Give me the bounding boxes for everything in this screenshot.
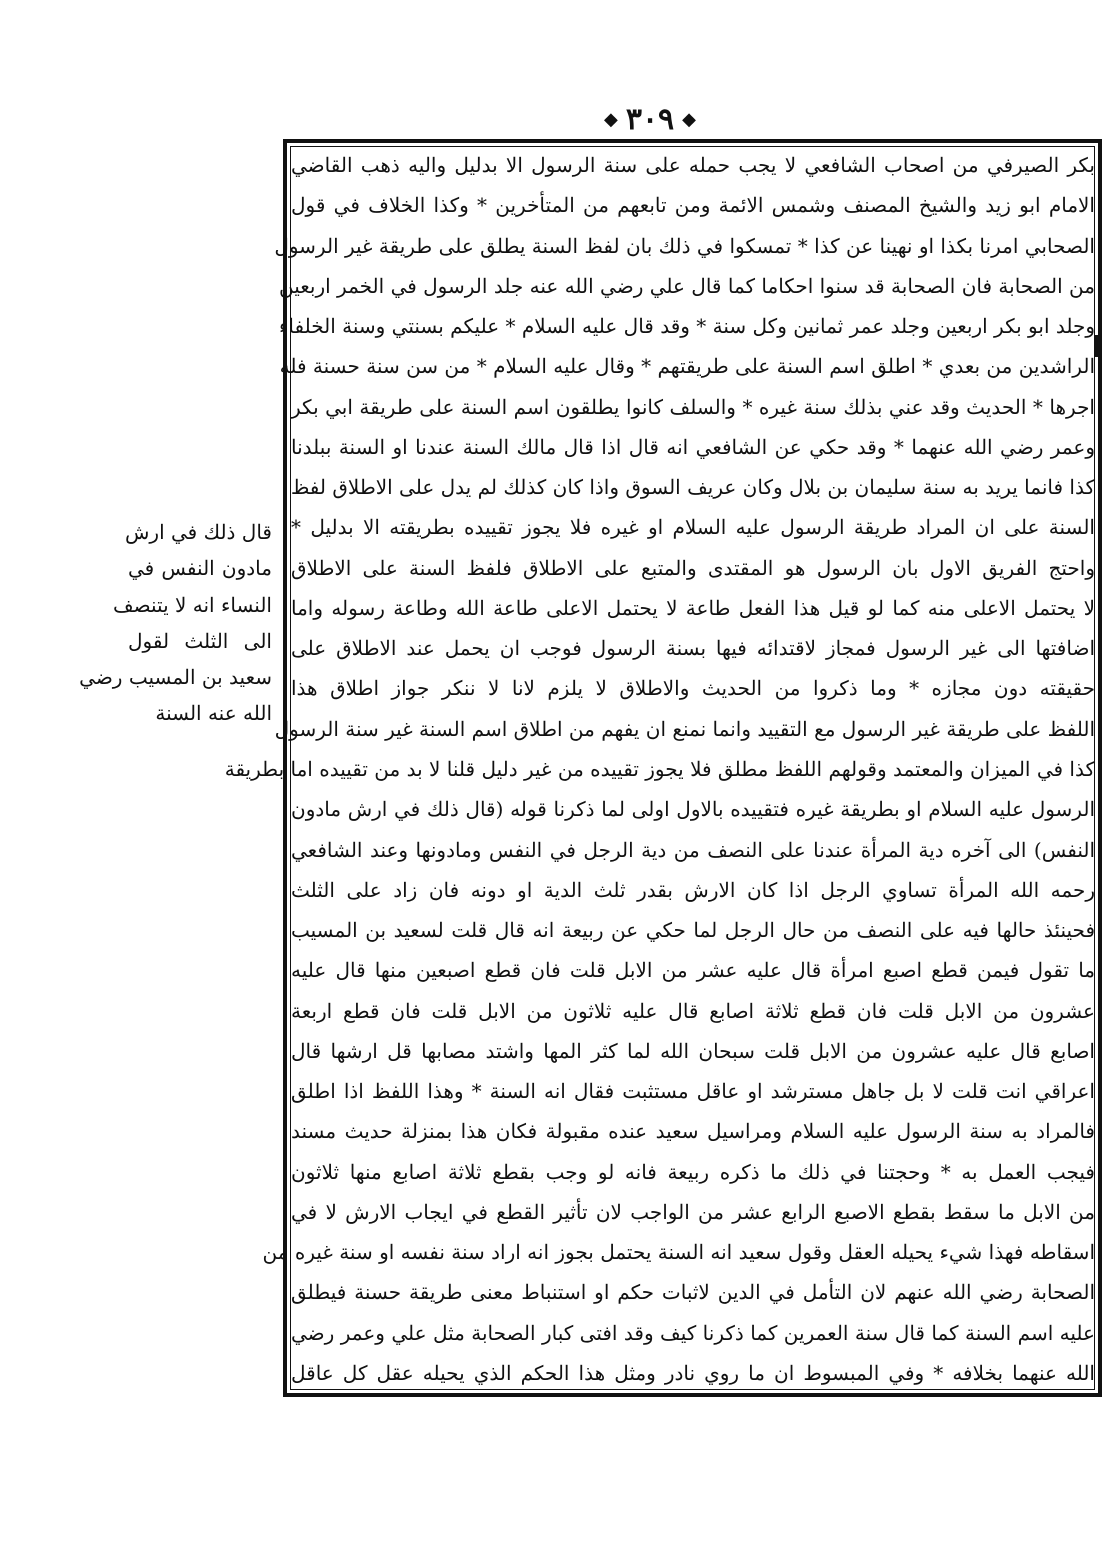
text-line: لا يحتمل الاعلى منه كما لو قيل هذا الفعل طاعة لا يحتمل الاعلى طاعة الله وطاعة رسوله واما [291,595,1095,620]
page-number-value: ۳۰۹ [625,102,675,137]
text-line: السنة على ان المراد طريقة الرسول عليه السلام او غيره فلا يجوز تقييده بطريقته الا بدليل * [291,515,1095,540]
margin-note [79,514,272,732]
main-text [224,150,1095,1388]
text-line: فيجب العمل به * وحجتنا في ذلك ما ذكره ربيعة فانه لو وجب بقطع ثلاثة اصابع منها ثلاثون [291,1159,1095,1184]
text-line: ما تقول فيمن قطع اصبع امرأة قال عليه عشر من الابل قلت فان قطع اصبعين منها قال عليه [291,958,1095,983]
text-line: حقيقته دون مجازه * وما ذكروا من الحديث والاطلاق لا يلزم لانا لا ننكر جواز اطلاق هذا [291,676,1095,701]
text-line: اصابع قال عليه عشرون من الابل قلت سبحان الله لما كثر المها واشتد مصابها قل ارشها قال [291,1038,1095,1063]
text-line: النفس) الى آخره دية المرأة عندنا على النصف من دية الرجل في النفس ومادونها وعند الشافعي [291,837,1095,862]
page-number [585,100,715,140]
text-line: الرسول عليه السلام او بطريقة غيره فتقييده بالاول اولى لما ذكرنا قوله (قال ذلك في ارش مادون [291,797,1095,822]
text-line: الامام ابو زيد والشيخ المصنف وشمس الائمة ومن تابعهم من المتأخرين * وكذا الخلاف في قول [291,193,1095,218]
text-line: من الصحابة فان الصحابة قد سنوا احكاما كما قال علي رضي الله عنه جلد الرسول في الخمر اربعين [279,273,1095,298]
text-line: وجلد ابو بكر اربعين وجلد عمر ثمانين وكل سنة * وقد قال عليه السلام * عليكم بسنتي وسنة الخلفاء [278,314,1095,339]
margin-note-line: الله عنه السنة [155,701,272,726]
margin-note-line: مادون النفس في [128,556,272,581]
text-line: اضافتها الى غير الرسول فمجاز لاقتدائه فيها بسنة الرسول فوجب ان يحمل عند الاطلاق على [291,636,1095,661]
text-line: اعراقي انت قلت لا بل جاهل مسترشد او عاقل مستثبت فقال انه السنة * وهذا اللفظ اذا اطلق [291,1079,1095,1104]
text-line: كذا في الميزان والمعتمد وقولهم اللفظ مطلق فلا يجوز تقييده من غير دليل قلنا لا بد من تقييده اما بطريقة [224,756,1095,781]
text-line: اللفظ على طريقة غير الرسول مع التقييد وانما نمنع ان يفهم من اطلاق اسم السنة غير سنة الرسول [274,716,1095,741]
text-line: فحينئذ حالها فيه على النصف من حال الرجل لما حكي عن ربيعة انه قال قلت لسعيد بن المسيب [291,918,1095,943]
text-line: الصحابة رضي الله عنهم لان التأمل في الدين لاثبات حكم او استنباط معنى طريقة حسنة فيطلق [291,1280,1095,1305]
text-line: الراشدين من بعدي * اطلق اسم السنة على طريقتهم * وقال عليه السلام * من سن سنة حسنة فله [279,354,1095,379]
text-line: الله عنهما بخلافه * وفي المبسوط ان ما روي نادر ومثل هذا الحكم الذي يحيله عقل كل عاقل [291,1360,1095,1385]
margin-note-line: سعيد بن المسيب رضي [79,665,272,690]
gutter-mark [1095,335,1098,357]
text-line: كذا فانما يريد به سنة سليمان بن بلال وكان عريف السوق واذا كان كذلك لم يدل على الاطلاق لفظ [290,475,1095,500]
text-line: عشرون من الابل قلت فان قطع ثلاثة اصابع قال عليه ثلاثون من الابل قلت فان قطع اربعة [291,998,1095,1023]
text-line: عليه اسم السنة كما قال سنة العمرين كما ذكرنا كيف وقد افتى كبار الصحابة مثل علي وعمر رضي [291,1320,1095,1345]
margin-note-line: النساء انه لا يتنصف [112,592,272,617]
margin-note-line: قال ذلك في ارش [125,520,272,544]
ornament-right: ◆ [682,109,697,130]
ornament-left: ◆ [603,109,618,130]
text-line: وعمر رضي الله عنهما * وقد حكي عن الشافعي انه قال اذا قال مالك السنة عندنا او السنة ببلدنا [291,434,1095,459]
text-line: فالمراد به سنة الرسول عليه السلام ومراسيل سعيد عنده مقبولة فكان هذا بمنزلة حديث مسند [291,1119,1095,1144]
margin-note-line: الى الثلث لقول [128,628,272,653]
text-line: رحمه الله المرأة تساوي الرجل اذا كان الارش بقدر ثلث الدية او دونه فان زاد على الثلث [291,877,1095,902]
text-line: واحتج الفريق الاول بان الرسول هو المقتدى والمتبع على الاطلاق فلفظ السنة على الاطلاق [291,555,1095,580]
text-line: اسقاطه فهذا شيء يحيله العقل وقول سعيد انه السنة يحتمل بجوز انه اراد سنة نفسه او سنة غيره من [262,1240,1095,1265]
text-line: من الابل ما سقط بقطع الاصبع الرابع عشر من الواجب لان تأثير القطع في ايجاب الارش لا في [291,1199,1095,1224]
text-line: الصحابي امرنا بكذا او نهينا عن كذا * تمسكوا في ذلك بان لفظ السنة يطلق على طريقة غير الرسول [274,233,1095,258]
text-line: بكر الصيرفي من اصحاب الشافعي لا يجب حمله على سنة الرسول الا بدليل واليه ذهب القاضي [291,153,1095,177]
text-line: اجرها * الحديث وقد عني بذلك سنة غيره * والسلف كانوا يطلقون اسم السنة على طريقة ابي بكر [291,394,1095,419]
